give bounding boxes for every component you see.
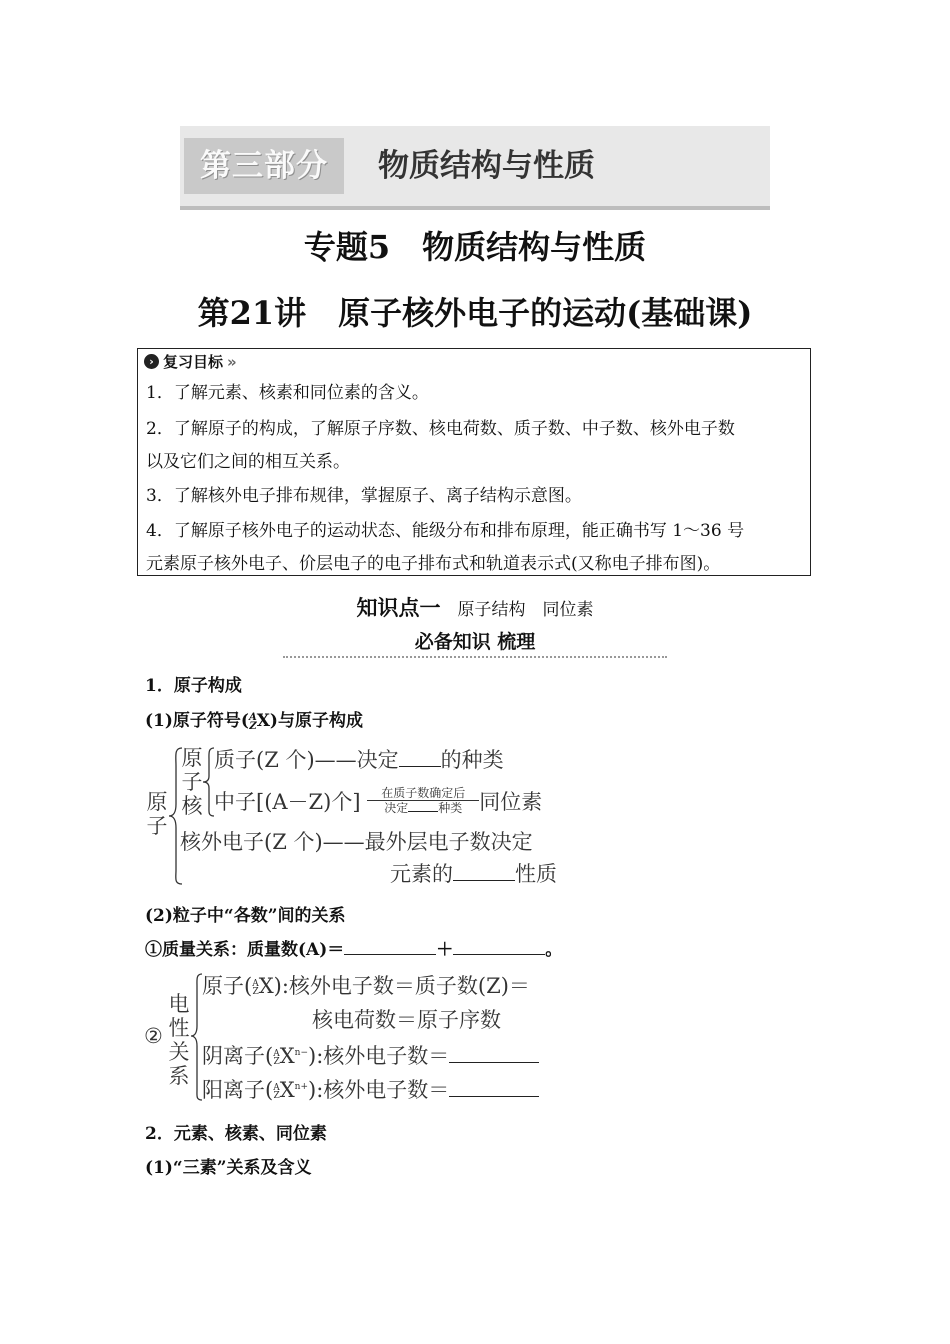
topic-heading: 专题5 物质结构与性质 bbox=[303, 228, 647, 266]
atomic-number: Z bbox=[273, 1090, 280, 1101]
neutron-arrow bbox=[367, 786, 479, 815]
nucleus-label: 原 子 核 bbox=[181, 746, 203, 818]
cation-charge: n+ bbox=[294, 1082, 308, 1092]
mass-number: A bbox=[252, 978, 259, 989]
mass-number: A bbox=[273, 1082, 280, 1093]
heading-suffix: X)与原子构成 bbox=[256, 711, 363, 731]
atom-line1-suffix: X):核外电子数＝质子数(Z)＝ bbox=[258, 974, 530, 998]
element-symbol: X bbox=[279, 1078, 295, 1102]
blank-cation-electrons[interactable] bbox=[449, 1096, 539, 1097]
part-banner bbox=[180, 126, 770, 210]
charge-relation-label: 电 性 关 系 bbox=[168, 992, 190, 1088]
blank-mass-term-1[interactable] bbox=[344, 954, 436, 955]
section-2-1-heading: (1)“三素”关系及含义 bbox=[145, 1158, 312, 1178]
atomic-number: Z bbox=[252, 986, 259, 997]
atom-relation-row-2: 核电荷数＝原子序数 bbox=[312, 1008, 501, 1032]
goal-line: 4．了解原子核外电子的运动状态、能级分布和排布原理，能正确书写 1～36 号 bbox=[146, 521, 745, 541]
electron-line2-suffix: 性质 bbox=[515, 862, 557, 886]
atomic-number: Z bbox=[273, 1056, 280, 1067]
mass-number: A bbox=[273, 1048, 280, 1059]
atom-structure-diagram bbox=[140, 742, 590, 888]
goal-line: 元素原子核外电子、价层电子的电子排布式和轨道表示式(又称电子排布图)。 bbox=[146, 554, 721, 574]
blank-chemical-property[interactable] bbox=[453, 880, 515, 881]
goal-line: 1．了解元素、核素和同位素的含义。 bbox=[146, 383, 429, 403]
anion-prefix: 阴离子( bbox=[202, 1044, 274, 1068]
atom-line1-prefix: 原子( bbox=[202, 974, 253, 998]
arrow-bottom-suffix: 种类 bbox=[438, 801, 463, 815]
mass-relation-prefix: ①质量关系：质量数(A)＝ bbox=[145, 940, 345, 960]
review-goals-box bbox=[137, 348, 811, 576]
review-goals-tag bbox=[144, 351, 237, 372]
blank-element-type[interactable] bbox=[399, 766, 441, 767]
anion-row bbox=[202, 1040, 539, 1070]
atom-label: 原 子 bbox=[146, 790, 168, 838]
goal-line: 以及它们之间的相互关系。 bbox=[146, 452, 350, 472]
section-1-heading: 1．原子构成 bbox=[145, 676, 242, 696]
anion-charge: n− bbox=[294, 1048, 308, 1058]
isotope-indices bbox=[249, 713, 257, 731]
dotted-divider bbox=[283, 656, 667, 658]
section-banner-label: 必备知识 梳理 bbox=[414, 631, 536, 653]
lecture-heading: 第21讲 原子核外电子的运动(基础课) bbox=[197, 294, 753, 332]
neutron-suffix: 同位素 bbox=[479, 790, 543, 814]
section-1-1-heading bbox=[145, 706, 363, 731]
cation-suffix: ):核外电子数＝ bbox=[308, 1078, 450, 1102]
electron-row: 核外电子(Z 个)——最外层电子数决定 bbox=[180, 830, 533, 854]
blank-isotope-kind[interactable] bbox=[408, 811, 438, 812]
arrow-bottom-prefix: 决定 bbox=[384, 801, 409, 815]
blank-anion-electrons[interactable] bbox=[449, 1062, 539, 1063]
heading-prefix: (1)原子符号( bbox=[145, 711, 249, 731]
electron-line2-prefix: 元素的 bbox=[390, 862, 453, 886]
arrow-top-text: 在质子数确定后 bbox=[381, 786, 466, 800]
period: 。 bbox=[545, 940, 563, 960]
neutron-row bbox=[214, 786, 542, 818]
plus-sign: ＋ bbox=[436, 940, 454, 960]
electron-row-2 bbox=[390, 858, 557, 888]
knowledge-point-title: 知识点一 bbox=[356, 596, 441, 620]
knowledge-point-subtitle: 原子结构 同位素 bbox=[457, 600, 594, 620]
element-symbol: X bbox=[279, 1044, 295, 1068]
double-chevron-icon: » bbox=[227, 352, 237, 371]
goal-line: 3．了解核外电子排布规律，掌握原子、离子结构示意图。 bbox=[146, 486, 582, 506]
chevron-right-icon: › bbox=[144, 354, 159, 369]
atomic-number: Z bbox=[249, 720, 257, 732]
section-1-2-heading: (2)粒子中“各数”间的关系 bbox=[145, 906, 346, 926]
anion-suffix: ):核外电子数＝ bbox=[308, 1044, 450, 1068]
neutron-text: 中子[(A－Z)个] bbox=[214, 790, 361, 814]
review-goals-label: 复习目标 bbox=[163, 353, 224, 371]
arrow-bottom bbox=[367, 801, 479, 815]
section-banner bbox=[283, 625, 667, 657]
proton-text: 质子(Z 个)——决定 bbox=[214, 748, 399, 772]
part-title: 物质结构与性质 bbox=[378, 148, 595, 184]
part-label: 第三部分 bbox=[184, 138, 344, 194]
knowledge-point-heading bbox=[0, 592, 950, 622]
mass-relation bbox=[145, 935, 562, 960]
cation-prefix: 阳离子( bbox=[202, 1078, 274, 1102]
atom-relation-row bbox=[202, 970, 530, 1000]
charge-relation-diagram bbox=[140, 968, 600, 1108]
proton-suffix: 的种类 bbox=[440, 748, 504, 772]
blank-mass-term-2[interactable] bbox=[453, 954, 545, 955]
section-2-heading: 2．元素、核素、同位素 bbox=[145, 1124, 327, 1144]
mass-number: A bbox=[248, 711, 257, 723]
goal-line: 2．了解原子的构成，了解原子序数、核电荷数、质子数、中子数、核外电子数 bbox=[146, 419, 735, 439]
proton-row bbox=[214, 744, 504, 774]
cation-row bbox=[202, 1074, 539, 1104]
relation-number: ② bbox=[144, 1024, 163, 1048]
